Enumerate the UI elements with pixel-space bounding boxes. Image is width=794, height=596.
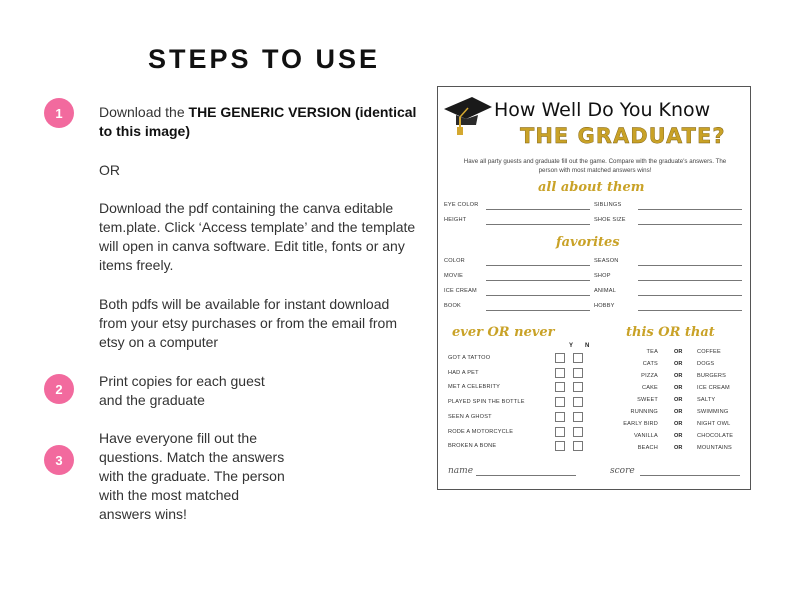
score-label: score <box>610 466 635 476</box>
this-option: VANILLA <box>634 433 658 439</box>
yes-column-label: Y <box>569 343 574 349</box>
or-label: OR <box>674 361 683 367</box>
yes-checkbox <box>555 412 565 422</box>
step-1-badge: 1 <box>44 98 74 128</box>
this-option: PIZZA <box>641 373 658 379</box>
that-option: ICE CREAM <box>697 385 730 391</box>
pdf-paragraph: Download the pdf containing the canva editable tem.plate. Click ‘Access template’ and the template will open in canva software. Edit title, fonts or any items freely. <box>99 200 416 273</box>
favorite-label: MOVIE <box>444 273 464 279</box>
or-label: OR <box>674 445 683 451</box>
about-label: SHOE SIZE <box>594 217 626 223</box>
no-checkbox <box>573 441 583 451</box>
name-label: name <box>448 466 474 476</box>
favorite-label: BOOK <box>444 303 461 309</box>
that-option: NIGHT OWL <box>697 421 731 427</box>
no-checkbox <box>573 353 583 363</box>
yes-checkbox <box>555 427 565 437</box>
name-line <box>476 475 576 476</box>
favorite-label: HOBBY <box>594 303 615 309</box>
about-answer-line <box>638 209 742 210</box>
that-option: BURGERS <box>697 373 727 379</box>
ever-or-never-item: RODE A MOTORCYCLE <box>448 428 514 435</box>
or-label: OR <box>674 373 683 379</box>
favorite-answer-line <box>486 265 590 266</box>
section-ever-or-never: ever OR never <box>452 325 555 340</box>
graduation-cap-icon <box>442 93 494 139</box>
about-answer-line <box>486 224 590 225</box>
favorite-answer-line <box>638 310 742 311</box>
sheet-title: How Well Do You Know <box>494 99 711 121</box>
yes-checkbox <box>555 382 565 392</box>
favorite-label: SHOP <box>594 273 611 279</box>
or-label: OR <box>674 433 683 439</box>
sheet-subtitle: THE GRADUATE? <box>520 124 726 148</box>
about-answer-line <box>486 209 590 210</box>
that-option: SALTY <box>697 397 716 403</box>
ever-or-never-item: MET A CELEBRITY <box>448 384 501 391</box>
section-all-about-them: all about them <box>538 180 645 195</box>
that-option: MOUNTAINS <box>697 445 732 451</box>
no-checkbox <box>573 412 583 422</box>
ever-or-never-item: HAD A PET <box>448 369 479 376</box>
no-checkbox <box>573 382 583 392</box>
this-option: RUNNING <box>630 409 658 415</box>
both-pdfs-paragraph: Both pdfs will be available for instant download from your etsy purchases or from the email from etsy on a computer <box>99 296 397 350</box>
this-option: SWEET <box>637 397 658 403</box>
favorite-label: ANIMAL <box>594 288 617 294</box>
ever-or-never-item: SEEN A GHOST <box>448 413 492 420</box>
about-answer-line <box>638 224 742 225</box>
step-1-bold: THE GENERIC VERSION (identical to this image) <box>99 104 417 139</box>
yes-checkbox <box>555 397 565 407</box>
yes-checkbox <box>555 353 565 363</box>
favorite-answer-line <box>486 295 590 296</box>
ever-or-never-item: GOT A TATTOO <box>448 355 491 361</box>
about-label: EYE COLOR <box>444 202 479 208</box>
step-3-badge: 3 <box>44 445 74 475</box>
this-option: TEA <box>646 349 658 355</box>
ever-or-never-item: PLAYED SPIN THE BOTTLE <box>448 399 525 406</box>
step-2-badge: 2 <box>44 374 74 404</box>
this-option: CATS <box>642 361 658 367</box>
section-favorites: favorites <box>556 235 620 250</box>
or-label: OR <box>674 409 683 415</box>
or-label: OR <box>674 385 683 391</box>
favorite-answer-line <box>638 280 742 281</box>
about-label: HEIGHT <box>444 217 467 223</box>
favorite-answer-line <box>486 280 590 281</box>
no-column-label: N <box>585 343 590 349</box>
about-label: SIBLINGS <box>594 202 622 208</box>
that-option: SWIMMING <box>697 409 729 415</box>
ever-or-never-item: BROKEN A BONE <box>448 443 497 450</box>
step-2-text: Print copies for each guest and the graduate <box>99 373 265 408</box>
favorite-answer-line <box>638 295 742 296</box>
yes-checkbox <box>555 368 565 378</box>
this-option: EARLY BIRD <box>623 421 658 427</box>
that-option: CHOCOLATE <box>697 433 734 439</box>
that-option: COFFEE <box>697 349 721 355</box>
step-3-text: Have everyone fill out the questions. Match the answers with the graduate. The person with the most matched answers wins! <box>99 430 285 522</box>
favorite-label: SEASON <box>594 258 619 264</box>
step-1-text <box>99 103 419 141</box>
game-sheet-preview <box>437 86 751 490</box>
this-option: BEACH <box>637 445 658 451</box>
that-option: DOGS <box>697 361 715 367</box>
no-checkbox <box>573 427 583 437</box>
section-this-or-that: this OR that <box>626 325 715 340</box>
or-text: OR <box>99 162 120 178</box>
favorite-answer-line <box>486 310 590 311</box>
yes-checkbox <box>555 441 565 451</box>
no-checkbox <box>573 397 583 407</box>
score-line <box>640 475 740 476</box>
this-option: CAKE <box>641 385 658 391</box>
sheet-instructions: Have all party guests and graduate fill out the game. Compare with the graduate's answers. The person with most matched answers wins! <box>463 158 727 174</box>
or-label: OR <box>674 421 683 427</box>
or-label: OR <box>674 397 683 403</box>
or-label: OR <box>674 349 683 355</box>
step-1-prefix: Download the <box>99 104 189 120</box>
page-title: STEPS TO USE <box>148 44 381 74</box>
favorite-label: ICE CREAM <box>444 288 477 294</box>
no-checkbox <box>573 368 583 378</box>
favorite-answer-line <box>638 265 742 266</box>
favorite-label: COLOR <box>444 258 465 264</box>
